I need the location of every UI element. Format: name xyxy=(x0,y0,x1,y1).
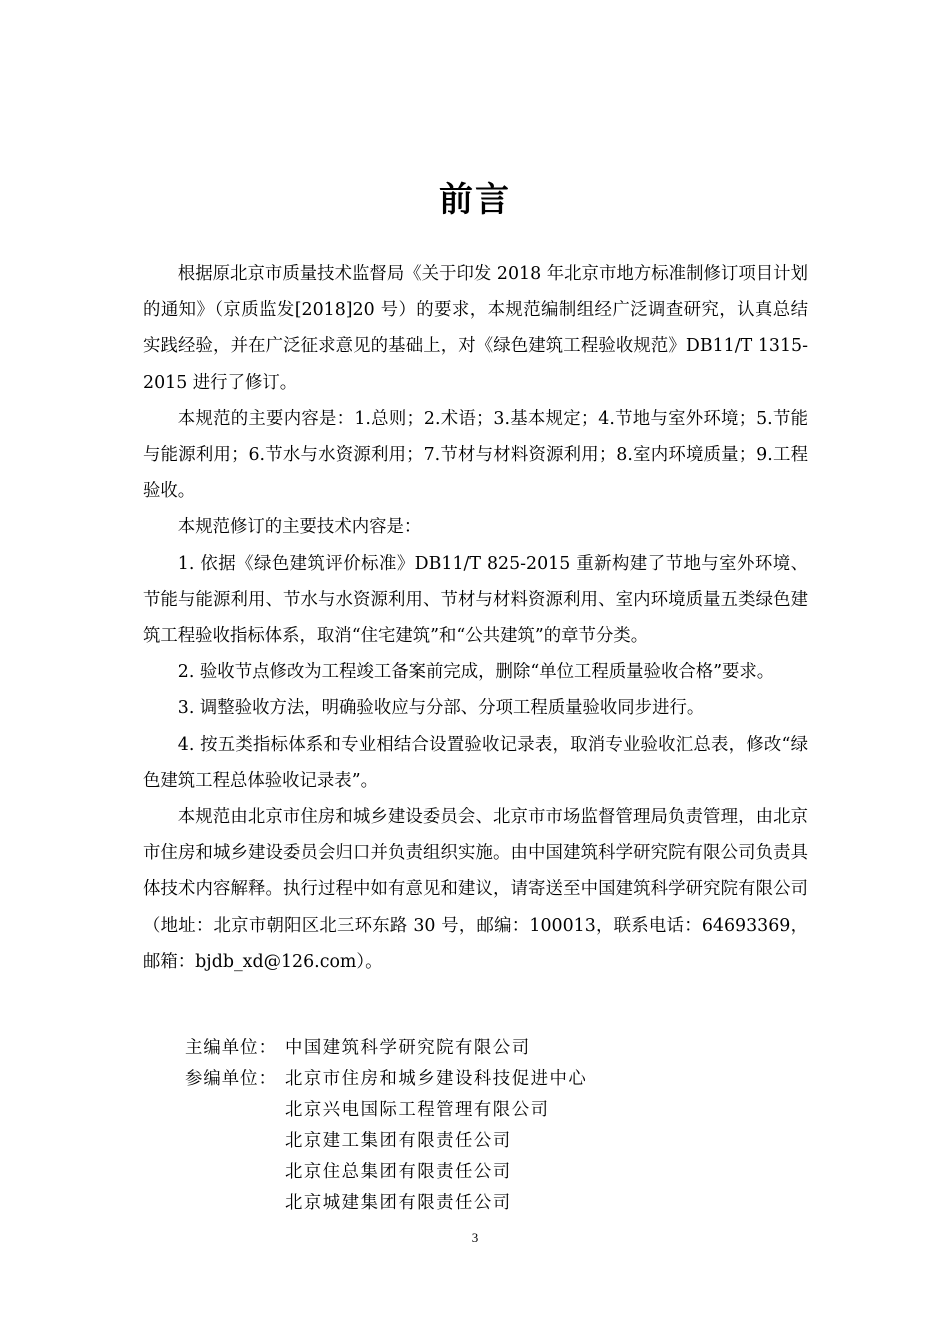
chief-editor-unit: 中国建筑科学研究院有限公司 xyxy=(285,1038,531,1058)
page-title: 前言 xyxy=(439,179,511,220)
preface-body xyxy=(143,256,808,980)
participant-unit: 北京建工集团有限责任公司 xyxy=(285,1131,512,1151)
chief-editor-label: 主编单位： xyxy=(185,1038,277,1058)
paragraph-main-contents: 本规范的主要内容是：1.总则；2.术语；3.基本规定；4.节地与室外环境；5.节能与能源利用；6.节水与水资源利用；7.节材与材料资源利用；8.室内环境质量；9.工程验收。 xyxy=(143,408,808,502)
credit-label-spacer xyxy=(185,1095,285,1126)
credit-label-spacer xyxy=(185,1188,285,1219)
chief-editor-row xyxy=(185,1033,587,1064)
paragraph-revision-intro: 本规范修订的主要技术内容是： xyxy=(177,517,422,538)
credit-label-spacer xyxy=(185,1126,285,1157)
revision-item-4: 4. 按五类指标体系和专业相结合设置验收记录表，取消专业验收汇总表，修改“绿色建筑工程总体验收记录表”。 xyxy=(143,734,808,791)
participant-row xyxy=(185,1188,587,1219)
participant-label: 参编单位： xyxy=(185,1069,277,1089)
participant-row xyxy=(185,1126,587,1157)
participant-row xyxy=(185,1095,587,1126)
revision-item-3: 3. 调整验收方法，明确验收应与分部、分项工程质量验收同步进行。 xyxy=(177,698,705,719)
paragraph-management-contact: 本规范由北京市住房和城乡建设委员会、北京市市场监督管理局负责管理，由北京市住房和城乡建设委员会归口并负责组织实施。由中国建筑科学研究院有限公司负责具体技术内容解释。执行过程中如有意见和建议，请寄送至中国建筑科学研究院有限公司（地址：北京市朝阳区北三环东路 30 号，邮编：100013，联系电话：64693369，邮箱：bjdb_xd@126.com）。 xyxy=(143,807,808,972)
participant-unit: 北京城建集团有限责任公司 xyxy=(285,1193,512,1213)
participant-row xyxy=(185,1157,587,1188)
credit-label-spacer xyxy=(185,1157,285,1188)
revision-item-2: 2. 验收节点修改为工程竣工备案前完成，删除“单位工程质量验收合格”要求。 xyxy=(177,662,775,683)
paragraph-background: 根据原北京市质量技术监督局《关于印发 2018 年北京市地方标准制修订项目计划的通知》（京质监发[2018]20 号）的要求，本规范编制组经广泛调查研究，认真总结实践经验，并在广泛征求意见的基础上，对《绿色建筑工程验收规范》DB11/T 1315-2015 进行了修订。 xyxy=(143,264,808,393)
revision-item-1: 1. 依据《绿色建筑评价标准》DB11/T 825-2015 重新构建了节地与室外环境、节能与能源利用、节水与水资源利用、节材与材料资源利用、室内环境质量五类绿色建筑工程验收指标体系，取消“住宅建筑”和“公共建筑”的章节分类。 xyxy=(143,553,808,647)
participant-unit: 北京兴电国际工程管理有限公司 xyxy=(285,1100,550,1120)
participant-row xyxy=(185,1064,587,1095)
editorial-credits xyxy=(185,1033,587,1219)
page-number: 3 xyxy=(471,1230,479,1245)
participant-unit: 北京住总集团有限责任公司 xyxy=(285,1162,512,1182)
participant-unit: 北京市住房和城乡建设科技促进中心 xyxy=(285,1069,588,1089)
